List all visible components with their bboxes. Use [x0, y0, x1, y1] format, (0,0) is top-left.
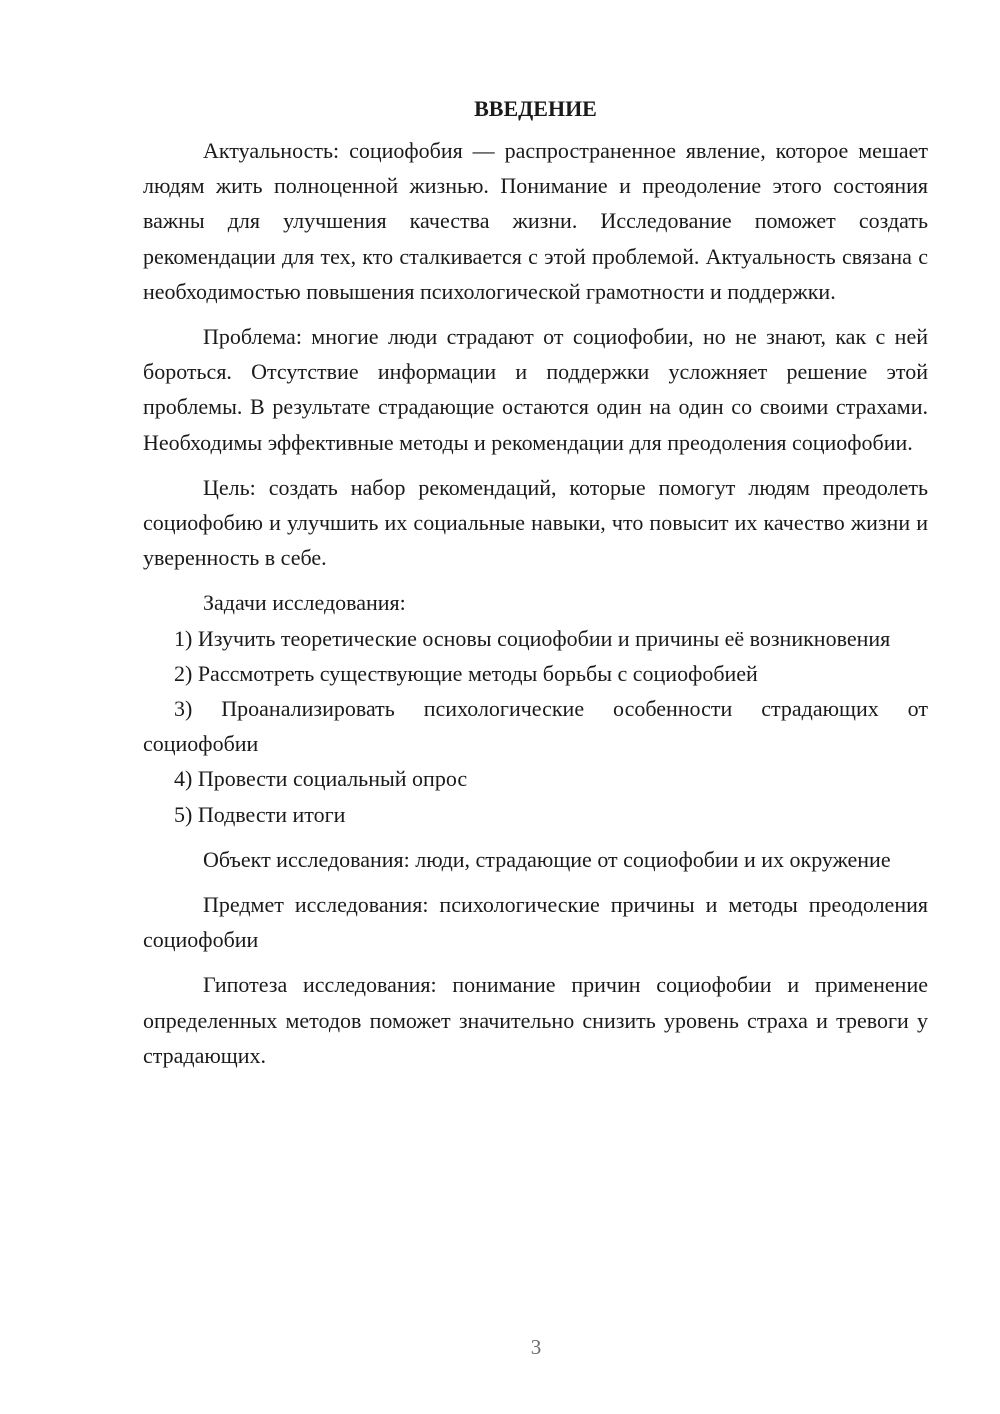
- paragraph-hypothesis: Гипотеза исследования: понимание причин социофобии и применение определенных методов поможет значительно снизить уровень страха и тревоги у страдающих.: [143, 972, 928, 1068]
- page-content: [143, 90, 928, 1073]
- task-item-4: 4) Провести социальный опрос: [174, 766, 468, 792]
- paragraph-subject: Предмет исследования: психологические причины и методы преодоления социофобии: [143, 892, 928, 953]
- task-item-3: 3) Проанализировать психологические особенности страдающих от социофобии: [143, 696, 928, 757]
- task-item-5: 5) Подвести итоги: [174, 801, 346, 827]
- paragraph-problem: Проблема: многие люди страдают от социофобии, но не знают, как с ней бороться. Отсутствие информации и поддержки усложняет решение этой проблемы. В результате страдающие остаются один на один со своими страхами. Необходимы эффективные методы и рекомендации для преодоления социофобии.: [143, 324, 928, 455]
- tasks-heading: Задачи исследования:: [203, 590, 406, 616]
- page-number: 3: [530, 1335, 542, 1359]
- paragraph-goal: Цель: создать набор рекомендаций, которые помогут людям преодолеть социофобию и улучшить их социальные навыки, что повысит их качество жизни и уверенность в себе.: [143, 474, 928, 571]
- page-title: ВВЕДЕНИЕ: [474, 96, 597, 121]
- task-item-1: 1) Изучить теоретические основы социофобии и причины её возникновения: [174, 625, 891, 651]
- task-item-2: 2) Рассмотреть существующие методы борьбы с социофобией: [174, 660, 758, 686]
- paragraph-relevance: Актуальность: социофобия — распространенное явление, которое мешает людям жить полноценной жизнью. Понимание и преодоление этого состояния важны для улучшения качества жизни. Исследование поможет создать рекомендации для тех, кто сталкивается с этой проблемой. Актуальность связана с необходимостью повышения психологической грамотности и поддержки.: [143, 138, 928, 304]
- paragraph-object: Объект исследования: люди, страдающие от социофобии и их окружение: [203, 846, 891, 872]
